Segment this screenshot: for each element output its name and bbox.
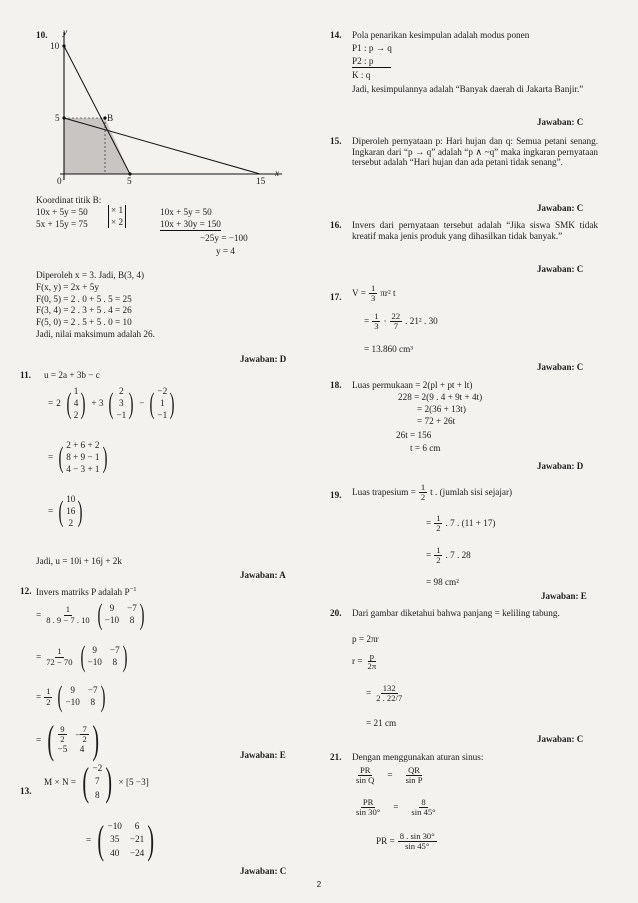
q21-text: Dengan menggunakan aturan sinus: [352,752,484,762]
graph-x-label: x [275,168,280,178]
q14-title: Pola penarikan kesimpulan adalah modus ponen [352,30,530,40]
q18-number: 18. [330,380,342,390]
q20-result: = 21 cm [366,718,397,728]
q12-step2: = $\frac{1}{72 - 70}$ ( 9 −7 −10 8 ) [36,640,128,673]
q19-step2: = $\frac{1}{2}$ . 7 . (11 + 17) [426,513,496,534]
graph-y-label: y [63,27,68,37]
q19-answer: Jawaban: E [541,591,587,601]
q20-line1: p = 2πr [352,634,379,644]
matrix-c: ( −2 1 −1 ) [149,386,175,420]
q10-r4: y = 4 [216,246,235,256]
q10-multipliers: × 1 × 2 [108,205,126,228]
q19-number: 19. [330,490,342,500]
graph-point-b-label: B [107,113,114,123]
q18-line2: 228 = 2(9 . 4 + 9t + 4t) [398,392,483,402]
q10-eq1: 10x + 5y = 50 [36,207,88,217]
q18-answer: Jawaban: D [537,461,584,471]
q11-number: 11. [20,370,31,380]
q20-answer: Jawaban: C [537,734,584,744]
q10-number: 10. [36,30,48,40]
q11-step3: = ( 10 16 2 ) [48,494,83,528]
q12-step3: = $\frac{1}{2}$ ( 9 −7 −10 8 ) [36,680,106,713]
q18-line5: 26t = 156 [396,430,432,440]
q11-step2: = ( 2 + 6 + 2 8 + 9 − 1 4 − 3 + 1 ) [48,440,108,474]
q17-step2: = $\frac{1}{3}$ · $\frac{22}{7}$ . 21² . 30 [364,311,438,332]
matrix-a: ( 1 4 2 ) [66,386,86,420]
q14-text: Jadi, kesimpulannya adalah “Banyak daerah di Jakarta Banjir.” [352,84,584,94]
q20-text: Dari gambar diketahui bahwa panjang = keliling tabung. [352,608,560,618]
q16-text: Invers dari pernyataan tersebut adalah “Jika siswa SMK tidak kreatif maka jenis produk yang dihasilkan tidak banyak.” [352,220,598,241]
q13-step1: M × N = ( −2 7 8 ) × [5 −3] [44,759,149,805]
q10-eq2: 5x + 15y = 75 [36,219,88,229]
q10-koordinat: Koordinat titik B: [36,195,102,205]
q10-graph [50,26,290,194]
q17-number: 17. [330,292,342,302]
q12-title: Invers matriks P adalah $P^{-1}$ [36,586,137,598]
q17-answer: Jawaban: C [537,362,584,372]
q12-answer: Jawaban: E [240,750,286,760]
q14-number: 14. [330,30,342,40]
q14-k: K : q [352,70,371,80]
graph-x5: 5 [127,176,132,186]
q20-number: 20. [330,608,342,618]
q10-answer: Jawaban: D [240,354,287,364]
q11-answer: Jawaban: A [240,570,286,580]
q20-step2: r = $\frac{p}{2\pi}$ [352,651,377,672]
q14-p1: P1 : p → q [352,43,392,53]
graph-x15: 15 [256,176,266,186]
q12-number: 12. [20,586,32,596]
q15-number: 15. [330,136,342,146]
q18-line4: = 72 + 26t [417,416,456,426]
matrix-b: ( 2 3 −1 ) [108,386,134,420]
q11-expr: u = 2a + 3b − c [44,370,100,380]
feasible-region [64,118,130,174]
q12-step4: = ( $\frac{9}{2}$ − $\frac{7}{2}$ −5 4 ) [36,717,99,762]
q16-number: 16. [330,220,342,230]
q19-step3: = $\frac{1}{2}$ . 7 . 28 [426,545,471,566]
q14-answer: Jawaban: C [537,117,584,127]
q18-line6: t = 6 cm [410,443,441,453]
q20-step3: = $\frac{132}{2 . 22/7}$ [366,683,403,704]
q13-step2: = ( −10 6 35 −21 40 −24 ) [86,817,155,863]
q21-number: 21. [330,752,342,762]
q18-line1: Luas permukaan = 2(pl + pt + lt) [352,380,473,390]
q13-number: 13. [20,786,32,796]
page-number: 2 [316,880,322,889]
q17-result: = 13.860 cm³ [364,344,414,354]
q10-r2: 10x + 30y = 150 [160,219,221,229]
q21-step3: PR = $\frac{8 . \sin 30^\circ}{\sin 45^\circ}$ [376,831,435,852]
graph-y10: 10 [50,41,60,51]
q19-result: = 98 cm² [426,577,459,587]
q11-step1: = 2 ( 1 4 2 ) + 3 ( 2 3 −1 ) − ( −2 1 −1 ) [48,386,177,421]
q18-line3: = 2(36 + 13t) [417,404,466,414]
q15-answer: Jawaban: C [537,203,584,213]
q21-step2: $\frac{PR}{\sin 30^\circ}$ = $\frac{8}{\sin 45^\circ}$ [356,797,436,818]
q17-step1: V = $\frac{1}{3}$ πr² t [352,283,396,304]
q16-answer: Jawaban: C [537,264,584,274]
q14-p2: P2 : p [352,56,391,68]
q10-r3: −25y = −100 [200,233,248,243]
graph-origin: 0 [57,176,62,186]
graph-y5: 5 [55,113,60,123]
q15-text: Diperoleh pernyataan p: Hari hujan dan q: Semua petani senang. Ingkaran dari “p → q” adalah “p ∧ ~q” maka ingkaran pernyataan tersebut adalah “Hari hujan dan ada petani tidak senang”. [352,136,598,168]
q10-solution: Diperoleh x = 3. Jadi, B(3, 4) F(x, y) = 2x + 5y F(0, 5) = 2 . 0 + 5 . 5 = 25 F(3, 4) = 2 . 3 + 5 . 4 = 26 F(5, 0) = 2 . 5 + 5 . 0 = 10 Jadi, nilai maksimum adalah 26. [36,270,155,339]
q19-step1: Luas trapesium = $\frac{1}{2}$ t . (jumlah sisi sejajar) [352,482,513,503]
q13-answer: Jawaban: C [240,866,287,876]
q11-jadi: Jadi, u = 10i + 16j + 2k [36,556,122,566]
q21-step1: $\frac{PR}{\text{sin Q}}$ = $\frac{QR}{\text{sin P}}$ [356,765,423,786]
q10-r1: 10x + 5y = 50 [160,207,212,217]
q12-step1: = $\frac{1}{8 . 9 - 7 . 10}$ ( 9 −7 −10 8 ) [36,598,145,631]
